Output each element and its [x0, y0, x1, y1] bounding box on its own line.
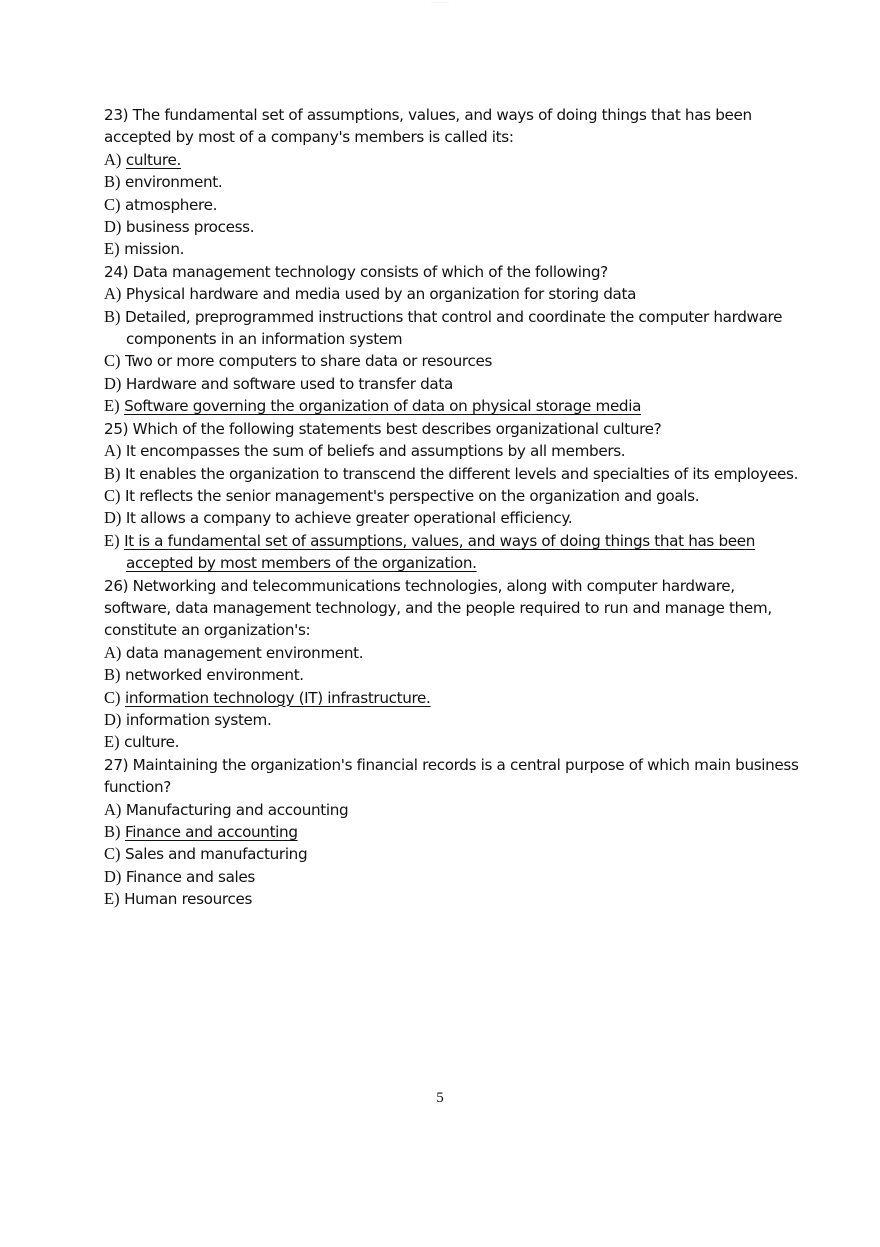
answer-option [104, 821, 794, 843]
option-text: It allows a company to achieve greater operational efficiency. [125, 509, 573, 528]
answer-option [104, 306, 794, 328]
answer-option [104, 194, 794, 216]
question-block [104, 418, 799, 575]
correct-answer-text: information technology (IT) infrastructure. [124, 688, 431, 707]
page-number: 5 [436, 1090, 444, 1106]
option-text: Hardware and software used to transfer data [125, 374, 453, 393]
question-block [104, 104, 794, 261]
option-letter: D) [104, 866, 122, 886]
option-letter: A) [104, 799, 122, 819]
option-letter: B) [104, 172, 121, 192]
answer-option [104, 149, 794, 171]
option-letter: B) [104, 306, 121, 326]
option-text: Detailed, preprogrammed instructions that control and coordinate the computer hardware [124, 307, 783, 326]
correct-answer-text: Finance and accounting [124, 823, 298, 841]
answer-option [104, 373, 794, 395]
question-text: 23) The fundamental set of assumptions, values, and ways of doing things that has been [104, 106, 752, 124]
answer-option [104, 328, 794, 350]
question-block [104, 261, 794, 418]
option-text: Human resources [124, 890, 253, 909]
answer-option [104, 552, 794, 574]
option-text: Physical hardware and media used by an organization for storing data [125, 285, 637, 304]
option-text: environment. [124, 173, 223, 192]
option-text: It reflects the senior management's perspective on the organization and goals. [124, 486, 700, 505]
option-letter: B) [104, 665, 121, 685]
answer-option [104, 642, 794, 664]
option-text: It encompasses the sum of beliefs and assumptions by all members. [125, 442, 626, 461]
option-letter: C) [104, 485, 121, 505]
answer-option [104, 731, 794, 753]
answer-option [104, 687, 794, 709]
answer-option [104, 664, 794, 686]
question-block [104, 754, 799, 911]
option-text: business process. [125, 218, 255, 237]
option-letter: D) [104, 217, 122, 237]
option-text: Finance and sales [125, 867, 255, 886]
option-text: Two or more computers to share data or resources [124, 352, 493, 371]
answer-option [104, 866, 794, 888]
option-text: mission. [124, 240, 185, 259]
question-text: 26) Networking and telecommunications technologies, along with computer hardware, [104, 576, 735, 595]
option-letter: E) [104, 396, 120, 416]
option-text: networked environment. [124, 666, 304, 685]
option-letter: B) [104, 822, 121, 841]
answer-option [104, 171, 794, 193]
answer-option [104, 507, 794, 529]
option-letter: A) [104, 441, 122, 461]
option-text: data management environment. [125, 643, 364, 662]
option-letter: A) [104, 284, 122, 304]
answer-option [104, 463, 799, 485]
answer-option [104, 530, 794, 552]
option-letter: E) [104, 530, 120, 550]
option-letter: E) [104, 732, 120, 752]
question-text: 25) Which of the following statements best describes organizational culture? [104, 419, 662, 438]
option-letter: B) [104, 463, 121, 483]
correct-answer-text: It is a fundamental set of assumptions, values, and ways of doing things that has been [124, 531, 756, 550]
option-letter: D) [104, 508, 122, 528]
option-letter: C) [104, 194, 121, 214]
option-text: components in an information system [126, 330, 403, 349]
answer-option [104, 238, 794, 260]
question-list [104, 104, 799, 911]
question-text: software, data management technology, and the people required to run and manage them, [104, 598, 772, 617]
option-letter: A) [104, 642, 122, 662]
question-text: 27) Maintaining the organization's financial records is a central purpose of which main business [104, 755, 799, 774]
correct-answer-text: accepted by most members of the organization. [126, 554, 477, 573]
answer-option [104, 283, 794, 305]
option-text: Manufacturing and accounting [125, 800, 349, 819]
option-letter: A) [104, 149, 122, 169]
header-mark: ................... [430, 0, 450, 4]
option-text: culture. [124, 733, 180, 752]
option-letter: D) [104, 709, 122, 729]
option-text: Sales and manufacturing [124, 845, 308, 864]
question-text: constitute an organization's: [104, 621, 311, 640]
option-text: information system. [125, 710, 272, 729]
answer-option [104, 485, 794, 507]
option-letter: D) [104, 373, 122, 393]
answer-option [104, 395, 794, 417]
option-letter: E) [104, 239, 120, 259]
option-letter: C) [104, 844, 121, 864]
answer-option [104, 888, 794, 910]
option-text: atmosphere. [124, 195, 218, 214]
answer-option [104, 216, 794, 238]
answer-option [104, 440, 794, 462]
question-text: accepted by most of a company's members is called its: [104, 128, 514, 147]
answer-option [104, 799, 794, 821]
question-text: function? [104, 778, 171, 797]
correct-answer-text: Software governing the organization of data on physical storage media [124, 397, 642, 416]
answer-option [104, 350, 794, 372]
option-letter: E) [104, 889, 120, 909]
option-text: It enables the organization to transcend the different levels and specialties of its employees. [124, 464, 799, 483]
correct-answer-text: culture. [125, 150, 181, 169]
option-letter: C) [104, 351, 121, 371]
answer-option [104, 709, 794, 731]
answer-option [104, 843, 794, 865]
option-letter: C) [104, 687, 121, 707]
question-text: 24) Data management technology consists of which of the following? [104, 262, 608, 281]
question-block [104, 575, 794, 754]
